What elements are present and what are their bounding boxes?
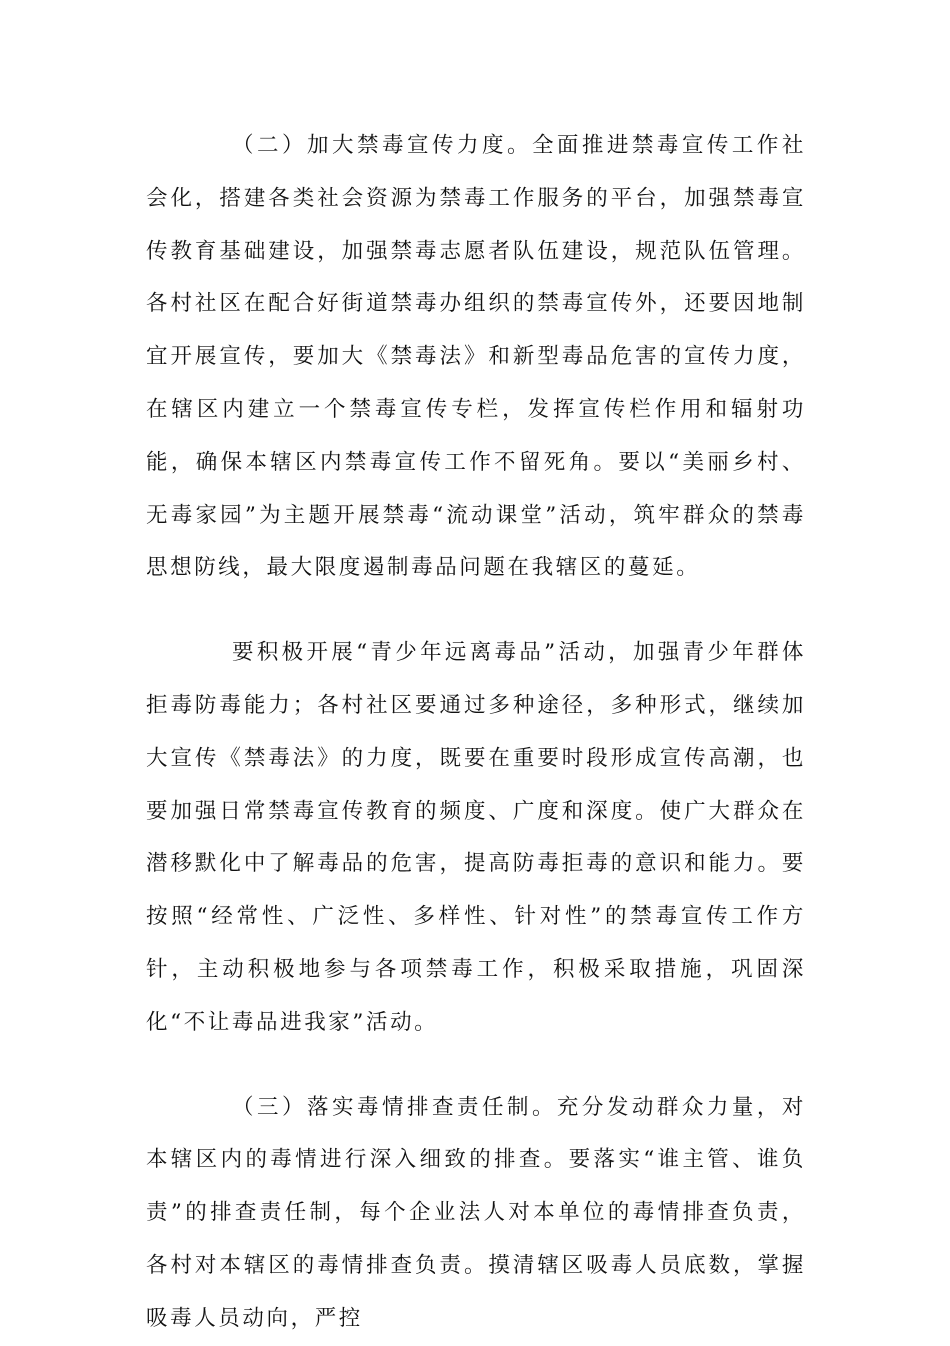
paragraph-drug-investigation-responsibility: （三）落实毒情排查责任制。充分发动群众力量，对本辖区内的毒情进行深入细致的排查。要落实“谁主管、谁负责”的排查责任制，每个企业法人对本单位的毒情排查负责，各村对本辖区的毒情排查负责。摸清辖区吸毒人员底数，掌握吸毒人员动向，严控 bbox=[146, 1094, 806, 1331]
paragraph-youth-anti-drug-activity: 要积极开展“青少年远离毒品”活动，加强青少年群体拒毒防毒能力；各村社区要通过多种途径，多种形式，继续加大宣传《禁毒法》的力度，既要在重要时段形成宣传高潮，也要加强日常禁毒宣传教育的频度、广度和深度。使广大群众在潜移默化中了解毒品的危害，提高防毒拒毒的意识和能力。要按照“经常性、广泛性、多样性、针对性”的禁毒宣传工作方针，主动积极地参与各项禁毒工作，积极采取措施，巩固深化“不让毒品进我家”活动。 bbox=[146, 640, 806, 1035]
document-body bbox=[146, 120, 806, 1346]
paragraph-drug-prevention-publicity: （二）加大禁毒宣传力度。全面推进禁毒宣传工作社会化，搭建各类社会资源为禁毒工作服务的平台，加强禁毒宣传教育基础建设，加强禁毒志愿者队伍建设，规范队伍管理。各村社区在配合好街道禁毒办组织的禁毒宣传外，还要因地制宜开展宣传，要加大《禁毒法》和新型毒品危害的宣传力度，在辖区内建立一个禁毒宣传专栏，发挥宣传栏作用和辐射功能，确保本辖区内禁毒宣传工作不留死角。要以“美丽乡村、无毒家园”为主题开展禁毒“流动课堂”活动，筑牢群众的禁毒思想防线，最大限度遏制毒品问题在我辖区的蔓延。 bbox=[146, 133, 806, 581]
